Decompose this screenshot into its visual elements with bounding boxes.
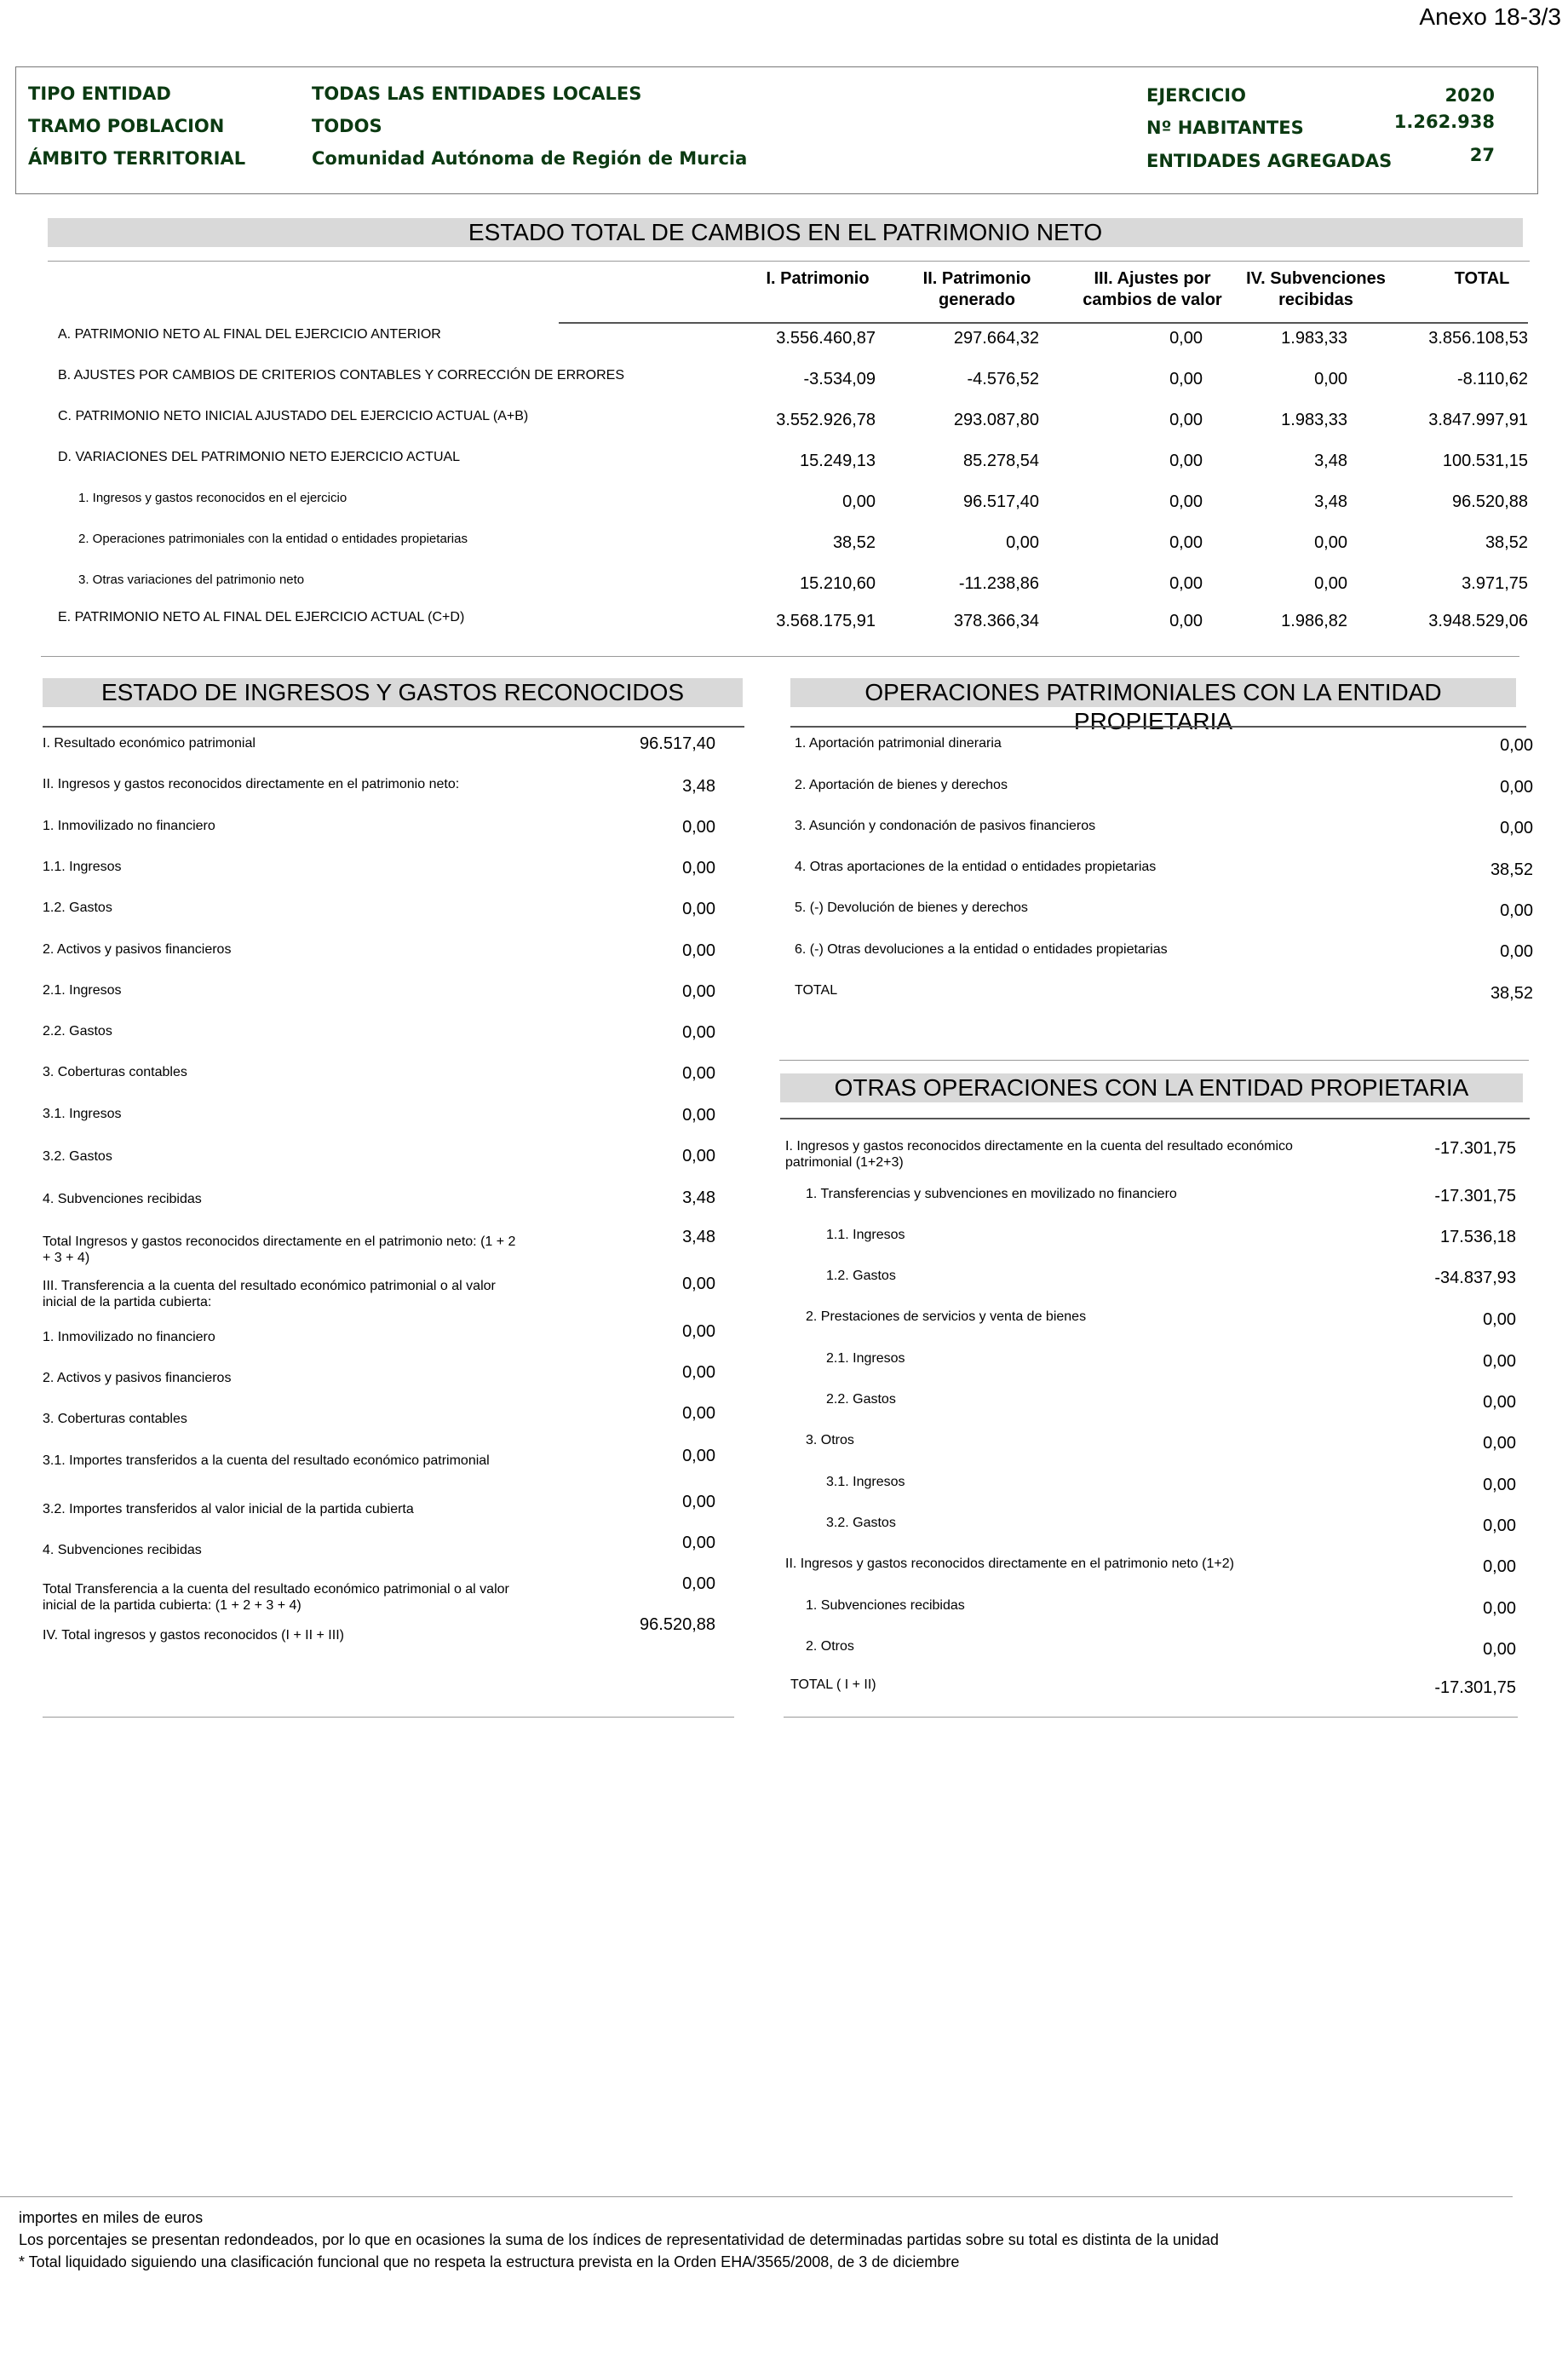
ejercicio-value: 2020 xyxy=(1445,85,1495,106)
otras-row-label: 2. Prestaciones de servicios y venta de bienes xyxy=(806,1309,1087,1324)
cambios-row-label: B. AJUSTES POR CAMBIOS DE CRITERIOS CONTABLES Y CORRECCIÓN DE ERRORES xyxy=(58,368,625,383)
operaciones-row-value: 38,52 xyxy=(1490,860,1533,879)
divider xyxy=(48,261,1530,262)
otras-row-label: II. Ingresos y gastos reconocidos directamente en el patrimonio neto (1+2) xyxy=(785,1557,1234,1571)
habitantes-label: Nº HABITANTES xyxy=(1146,118,1304,138)
cambios-cell: 0,00 xyxy=(1169,574,1203,593)
cambios-cell: 3.552.926,78 xyxy=(776,411,876,429)
ingresos-row-label: III. Transferencia a la cuenta del resultado económico patrimonial o al valor inicial de la partida cubierta: xyxy=(43,1279,496,1309)
ingresos-row-value: 0,00 xyxy=(682,1574,715,1593)
ingresos-row-value: 0,00 xyxy=(682,818,715,837)
ambito-label: ÁMBITO TERRITORIAL xyxy=(28,148,246,169)
otras-row-value: 0,00 xyxy=(1483,1393,1516,1412)
cambios-cell: 3,48 xyxy=(1314,452,1347,470)
operaciones-row-value: 0,00 xyxy=(1500,901,1533,920)
agregadas-value: 27 xyxy=(1469,145,1495,165)
otras-row-value: 0,00 xyxy=(1483,1310,1516,1329)
otras-row-value: 0,00 xyxy=(1483,1516,1516,1535)
operaciones-row-value: 0,00 xyxy=(1500,942,1533,961)
cambios-cell: 297.664,32 xyxy=(953,329,1039,348)
otras-row-label: 1. Subvenciones recibidas xyxy=(806,1598,965,1613)
cambios-row-label: C. PATRIMONIO NETO INICIAL AJUSTADO DEL EJERCICIO ACTUAL (A+B) xyxy=(58,409,529,423)
column-header: I. Patrimonio xyxy=(766,269,870,288)
agregadas-label: ENTIDADES AGREGADAS xyxy=(1146,151,1393,171)
cambios-cell: 96.520,88 xyxy=(1452,492,1528,511)
cambios-cell: -3.534,09 xyxy=(803,370,876,388)
otras-row-value: 0,00 xyxy=(1483,1557,1516,1576)
ingresos-title: ESTADO DE INGRESOS Y GASTOS RECONOCIDOS xyxy=(43,678,743,707)
tramo-label: TRAMO POBLACION xyxy=(28,116,225,136)
otras-row-value: -34.837,93 xyxy=(1434,1269,1516,1287)
ingresos-row-value: 0,00 xyxy=(682,900,715,918)
cambios-cell: 0,00 xyxy=(1006,533,1039,552)
operaciones-row-value: 0,00 xyxy=(1500,778,1533,797)
cambios-cell: 15.210,60 xyxy=(800,574,876,593)
ingresos-row-label: 2. Activos y pasivos financieros xyxy=(43,1371,232,1385)
divider xyxy=(43,1717,734,1718)
habitantes-value: 1.262.938 xyxy=(1393,112,1495,132)
cambios-cell: 96.517,40 xyxy=(963,492,1039,511)
otras-row-value: 0,00 xyxy=(1483,1352,1516,1371)
cambios-cell: 100.531,15 xyxy=(1442,452,1528,470)
cambios-cell: 3.847.997,91 xyxy=(1428,411,1528,429)
footer-note-rounding: Los porcentajes se presentan redondeados, por lo que en ocasiones la suma de los índices de representatividad de determinadas partidas sobre su total es distinta de la unidad xyxy=(19,2231,1219,2248)
ingresos-row-value: 0,00 xyxy=(682,1023,715,1042)
cambios-row-label: A. PATRIMONIO NETO AL FINAL DEL EJERCICIO ANTERIOR xyxy=(58,327,441,342)
cambios-cell: 38,52 xyxy=(1485,533,1528,552)
cambios-cell: 0,00 xyxy=(1314,370,1347,388)
ingresos-row-label: 1. Inmovilizado no financiero xyxy=(43,1330,215,1344)
cambios-cell: 0,00 xyxy=(1169,370,1203,388)
cambios-cell: 15.249,13 xyxy=(800,452,876,470)
otras-row-label: 2.2. Gastos xyxy=(826,1392,896,1407)
otras-row-value: -17.301,75 xyxy=(1434,1187,1516,1206)
divider xyxy=(43,726,744,728)
ingresos-row-value: 0,00 xyxy=(682,1147,715,1165)
otras-title: OTRAS OPERACIONES CON LA ENTIDAD PROPIETARIA xyxy=(780,1073,1523,1102)
operaciones-row-label: 1. Aportación patrimonial dineraria xyxy=(795,736,1002,751)
otras-row-value: 17.536,18 xyxy=(1440,1228,1516,1246)
otras-row-value: 0,00 xyxy=(1483,1434,1516,1453)
ingresos-row-label: 1.1. Ingresos xyxy=(43,860,122,874)
ingresos-row-value: 0,00 xyxy=(682,859,715,878)
cambios-cell: 0,00 xyxy=(842,492,876,511)
otras-row-label: 2.1. Ingresos xyxy=(826,1351,905,1366)
ambito-value: Comunidad Autónoma de Región de Murcia xyxy=(312,148,748,169)
otras-row-label: 1.1. Ingresos xyxy=(826,1228,905,1242)
column-header: III. Ajustes por cambios de valor xyxy=(1083,269,1222,309)
cambios-cell: -4.576,52 xyxy=(967,370,1039,388)
otras-row-label: 1. Transferencias y subvenciones en movilizado no financiero xyxy=(806,1187,1177,1201)
cambios-cell: 3.856.108,53 xyxy=(1428,329,1528,348)
otras-row-label: 3.1. Ingresos xyxy=(826,1475,905,1489)
cambios-cell: 3.568.175,91 xyxy=(776,612,876,630)
otras-row-value: 0,00 xyxy=(1483,1640,1516,1659)
cambios-cell: -8.110,62 xyxy=(1456,370,1528,388)
operaciones-row-label: 3. Asunción y condonación de pasivos financieros xyxy=(795,819,1096,833)
cambios-cell: 1.986,82 xyxy=(1281,612,1347,630)
otras-row-value: 0,00 xyxy=(1483,1476,1516,1494)
ingresos-row-value: 0,00 xyxy=(682,1447,715,1465)
operaciones-row-value: 0,00 xyxy=(1500,736,1533,755)
ingresos-row-value: 0,00 xyxy=(682,1322,715,1341)
operaciones-row-label: 6. (-) Otras devoluciones a la entidad o entidades propietarias xyxy=(795,942,1168,957)
divider xyxy=(784,1717,1518,1718)
cambios-row-label: 1. Ingresos y gastos reconocidos en el ejercicio xyxy=(78,491,347,505)
ingresos-row-value: 3,48 xyxy=(682,777,715,796)
otras-row-value: -17.301,75 xyxy=(1434,1139,1516,1158)
ingresos-row-label: 3.1. Importes transferidos a la cuenta del resultado económico patrimonial xyxy=(43,1453,490,1468)
operaciones-row-label: TOTAL xyxy=(795,983,838,998)
otras-row-label: I. Ingresos y gastos reconocidos directamente en la cuenta del resultado económico patrimonial (1+2+3) xyxy=(785,1139,1293,1170)
ejercicio-label: EJERCICIO xyxy=(1146,85,1246,106)
column-header: IV. Subvenciones recibidas xyxy=(1246,269,1386,309)
ingresos-row-label: 1.2. Gastos xyxy=(43,901,112,915)
cambios-cell: 0,00 xyxy=(1169,452,1203,470)
cambios-cell: 1.983,33 xyxy=(1281,411,1347,429)
header-box xyxy=(15,66,1538,194)
ingresos-row-value: 3,48 xyxy=(682,1188,715,1207)
operaciones-row-label: 4. Otras aportaciones de la entidad o entidades propietarias xyxy=(795,860,1157,874)
ingresos-row-label: 2. Activos y pasivos financieros xyxy=(43,942,232,957)
otras-row-label: TOTAL ( I + II) xyxy=(790,1677,876,1692)
ingresos-row-label: 3.2. Importes transferidos al valor inicial de la partida cubierta xyxy=(43,1502,414,1516)
ingresos-row-value: 0,00 xyxy=(682,1064,715,1083)
otras-row-value: -17.301,75 xyxy=(1434,1678,1516,1697)
cambios-cell: 3.971,75 xyxy=(1462,574,1528,593)
footer-note-classification: * Total liquidado siguiendo una clasificación funcional que no respeta la estructura prevista en la Orden EHA/3565/2008, de 3 de diciembre xyxy=(19,2253,960,2270)
cambios-row-label: D. VARIACIONES DEL PATRIMONIO NETO EJERCICIO ACTUAL xyxy=(58,450,461,464)
ingresos-row-label: 3.1. Ingresos xyxy=(43,1107,122,1121)
tipo-entidad-value: TODAS LAS ENTIDADES LOCALES xyxy=(312,83,642,104)
otras-row-label: 3. Otros xyxy=(806,1433,854,1447)
cambios-cell: 0,00 xyxy=(1169,329,1203,348)
cambios-cell: 0,00 xyxy=(1169,411,1203,429)
ingresos-row-value: 3,48 xyxy=(682,1228,715,1246)
cambios-cell: 0,00 xyxy=(1314,533,1347,552)
operaciones-title: OPERACIONES PATRIMONIALES CON LA ENTIDAD PROPIETARIA xyxy=(790,678,1516,707)
ingresos-row-label: II. Ingresos y gastos reconocidos directamente en el patrimonio neto: xyxy=(43,777,460,791)
ingresos-row-value: 96.520,88 xyxy=(640,1615,715,1634)
ingresos-row-value: 0,00 xyxy=(682,941,715,960)
divider xyxy=(780,1118,1530,1119)
ingresos-row-value: 96.517,40 xyxy=(640,734,715,753)
otras-row-label: 2. Otros xyxy=(806,1639,854,1654)
cambios-cell: 85.278,54 xyxy=(963,452,1039,470)
column-header: TOTAL xyxy=(1454,269,1510,288)
ingresos-row-value: 0,00 xyxy=(682,1493,715,1511)
footer-note-units: importes en miles de euros xyxy=(19,2209,204,2226)
operaciones-row-value: 38,52 xyxy=(1490,984,1533,1003)
divider xyxy=(559,322,1528,324)
otras-row-value: 0,00 xyxy=(1483,1599,1516,1618)
cambios-cell: 0,00 xyxy=(1169,533,1203,552)
ingresos-row-label: Total Transferencia a la cuenta del resultado económico patrimonial o al valor inicial de la partida cubierta: (1 + 2 + 3 + 4) xyxy=(43,1582,509,1613)
ingresos-row-label: 2.2. Gastos xyxy=(43,1024,112,1039)
tramo-value: TODOS xyxy=(312,116,382,136)
cambios-cell: 378.366,34 xyxy=(953,612,1039,630)
cambios-cell: 3.948.529,06 xyxy=(1428,612,1528,630)
ingresos-row-value: 0,00 xyxy=(682,1106,715,1125)
annex-label: Anexo 18-3/3 xyxy=(1419,3,1561,30)
divider xyxy=(779,1060,1529,1061)
ingresos-row-label: 3. Coberturas contables xyxy=(43,1412,187,1426)
ingresos-row-label: 4. Subvenciones recibidas xyxy=(43,1543,202,1557)
divider xyxy=(790,726,1526,728)
cambios-cell: 1.983,33 xyxy=(1281,329,1347,348)
operaciones-row-label: 2. Aportación de bienes y derechos xyxy=(795,778,1008,792)
ingresos-row-label: 1. Inmovilizado no financiero xyxy=(43,819,215,833)
ingresos-row-label: IV. Total ingresos y gastos reconocidos (I + II + III) xyxy=(43,1628,344,1643)
cambios-cell: 3,48 xyxy=(1314,492,1347,511)
otras-row-label: 1.2. Gastos xyxy=(826,1269,896,1283)
ingresos-row-label: Total Ingresos y gastos reconocidos directamente en el patrimonio neto: (1 + 2 + 3 + 4) xyxy=(43,1234,516,1265)
divider xyxy=(0,2196,1513,2197)
operaciones-row-label: 5. (-) Devolución de bienes y derechos xyxy=(795,901,1028,915)
cambios-cell: 3.556.460,87 xyxy=(776,329,876,348)
ingresos-row-label: I. Resultado económico patrimonial xyxy=(43,736,256,751)
cambios-cell: 0,00 xyxy=(1169,612,1203,630)
column-header: II. Patrimonio generado xyxy=(922,269,1031,309)
cambios-cell: -11.238,86 xyxy=(958,574,1039,593)
cambios-row-label: 3. Otras variaciones del patrimonio neto xyxy=(78,573,305,587)
ingresos-row-value: 0,00 xyxy=(682,1363,715,1382)
divider xyxy=(41,656,1519,657)
ingresos-row-value: 0,00 xyxy=(682,1404,715,1423)
ingresos-row-value: 0,00 xyxy=(682,1275,715,1293)
ingresos-row-label: 3. Coberturas contables xyxy=(43,1065,187,1079)
cambios-row-label: 2. Operaciones patrimoniales con la entidad o entidades propietarias xyxy=(78,532,468,546)
cambios-cell: 293.087,80 xyxy=(953,411,1039,429)
ingresos-row-label: 4. Subvenciones recibidas xyxy=(43,1192,202,1206)
ingresos-row-label: 3.2. Gastos xyxy=(43,1149,112,1164)
cambios-cell: 0,00 xyxy=(1314,574,1347,593)
ingresos-row-label: 2.1. Ingresos xyxy=(43,983,122,998)
otras-row-label: 3.2. Gastos xyxy=(826,1516,896,1530)
tipo-entidad-label: TIPO ENTIDAD xyxy=(28,83,171,104)
operaciones-row-value: 0,00 xyxy=(1500,819,1533,837)
cambios-row-label: E. PATRIMONIO NETO AL FINAL DEL EJERCICIO ACTUAL (C+D) xyxy=(58,610,465,624)
cambios-title: ESTADO TOTAL DE CAMBIOS EN EL PATRIMONIO NETO xyxy=(48,218,1523,247)
ingresos-row-value: 0,00 xyxy=(682,1534,715,1552)
cambios-cell: 38,52 xyxy=(832,533,876,552)
cambios-cell: 0,00 xyxy=(1169,492,1203,511)
ingresos-row-value: 0,00 xyxy=(682,982,715,1001)
